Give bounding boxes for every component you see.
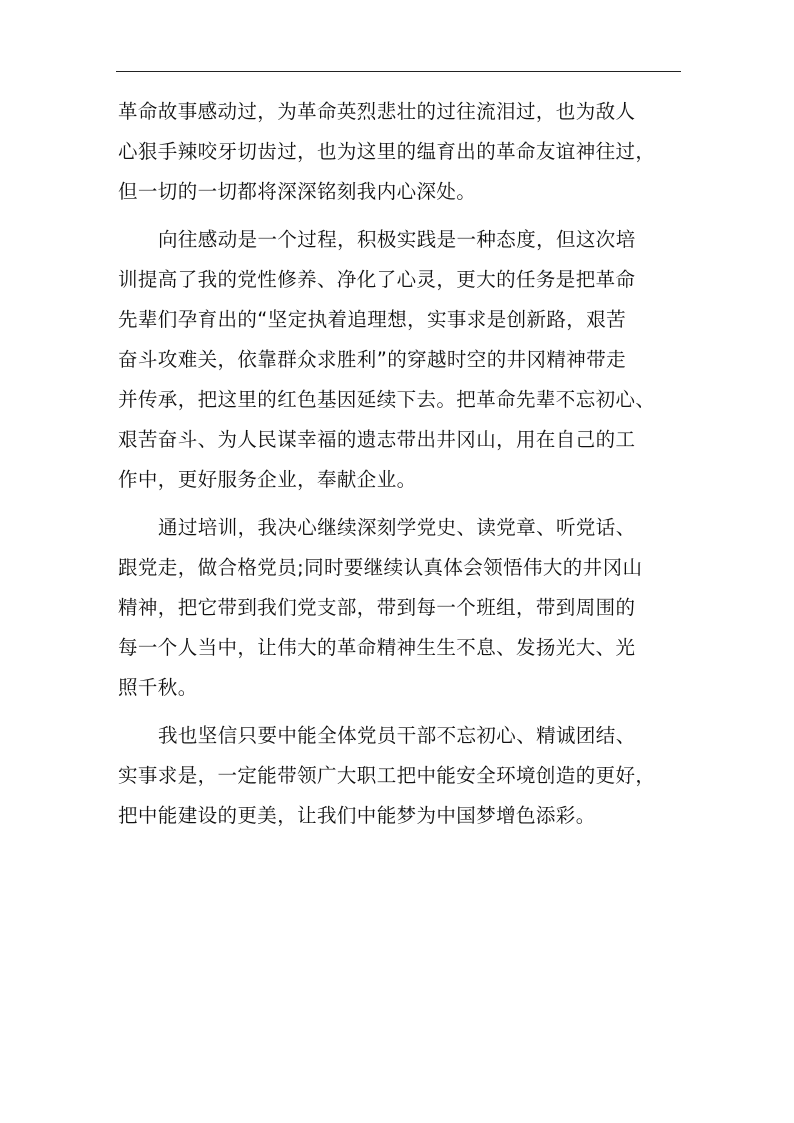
- text-line: 跟党走，做合格党员;同时要继续认真体会领悟伟大的井冈山: [118, 556, 643, 579]
- text-line: 精神，把它带到我们党支部，带到每一个班组，带到周围的: [118, 596, 636, 619]
- paragraph-start-line: 我也坚信只要中能全体党员干部不忘初心、精诚团结、: [158, 724, 636, 747]
- text-line: 但一切的一切都将深深铭刻我内心深处。: [118, 180, 477, 203]
- text-line: 训提高了我的党性修养、净化了心灵，更大的任务是把革命: [118, 268, 636, 291]
- text-line: 并传承，把这里的红色基因延续下去。把革命先辈不忘初心、: [118, 388, 656, 411]
- header-rule: [116, 71, 681, 72]
- text-line: 作中，更好服务企业，奉献企业。: [118, 468, 417, 491]
- text-line: 先辈们孕育出的“坚定执着追理想，实事求是创新路，艰苦: [118, 308, 627, 331]
- paragraph-start-line: 向往感动是一个过程，积极实践是一种态度，但这次培: [158, 228, 636, 251]
- paragraph-start-line: 通过培训，我决心继续深刻学党史、读党章、听党话、: [158, 516, 636, 539]
- text-line: 实事求是，一定能带领广大职工把中能安全环境创造的更好，: [118, 764, 656, 787]
- text-line: 每一个人当中，让伟大的革命精神生生不息、发扬光大、光: [118, 636, 636, 659]
- text-line: 心狠手辣咬牙切齿过，也为这里的缊育出的革命友谊神往过，: [118, 140, 656, 163]
- text-line: 奋斗攻难关，依靠群众求胜利”的穿越时空的井冈精神带走: [118, 348, 627, 371]
- text-line: 革命故事感动过，为革命英烈悲壮的过往流泪过，也为敌人: [118, 100, 636, 123]
- text-line: 艰苦奋斗、为人民谋幸福的遗志带出井冈山，用在自己的工: [118, 428, 636, 451]
- text-line: 把中能建设的更美，让我们中能梦为中国梦增色添彩。: [118, 804, 596, 827]
- text-line: 照千秋。: [118, 676, 198, 699]
